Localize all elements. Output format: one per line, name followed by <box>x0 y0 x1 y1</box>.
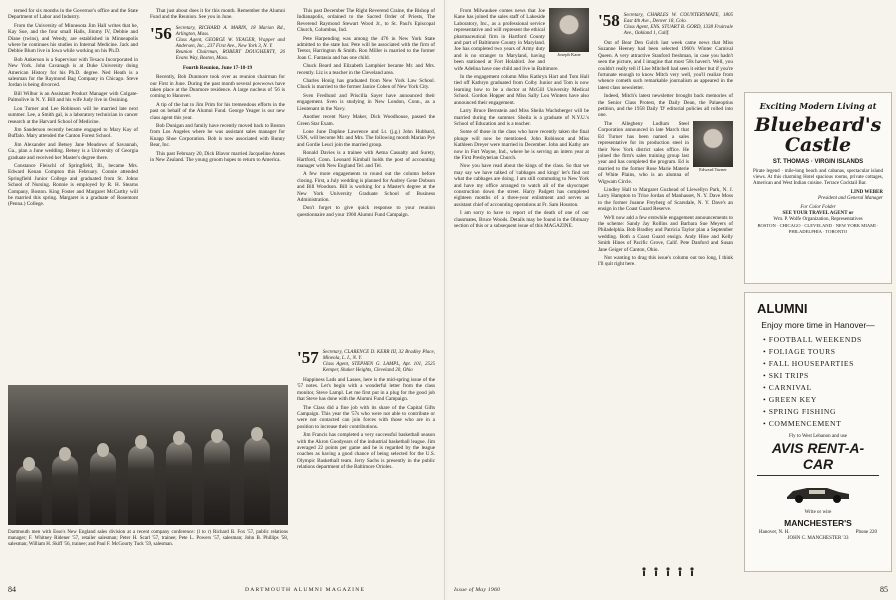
ad-address: Hanover, N. H. <box>759 530 790 535</box>
activity-item: • SPRING FISHING <box>763 407 837 416</box>
paragraph: That just about does it for this month. Remember the Alumni Fund and the Reunion. See you in June. <box>150 8 285 21</box>
paragraph: Bill Wilbur is an Assistant Product Manager with Colgate-Palmolive in N. Y. Bill and his wife Judy live in Ossining. <box>8 90 138 104</box>
paragraph: Charles Honig has graduated from New York Law School. Chuck is married to the former Janice Cohen of New York City. <box>297 78 435 91</box>
ad-hotel-name-2: Castle <box>784 134 852 156</box>
paragraph: Out of Bear Den Gulch last week came news that Miss Suzanne Heeney had been selected 1960's Winter Carnival Queen. A very attractive Stanford freshman, in case you hadn't seen the picture, and I imagine that most '58s haven't. Well, you couldn't really tell if Lise Mitchell had seen it either but if you're fortunate enough to know Mitch very well, you'll realize from whence cometh such remarkable journalism as appeared in the latest class newsletter. <box>598 40 733 91</box>
paragraph: Sven Fredlund and Priscilla Sayer have announced their engagement. Sven is studying in New London, Conn., as a Lieutenant in the Navy. <box>297 92 435 112</box>
class-1957-header <box>297 350 435 374</box>
paragraph: Constance Fleischl of Springfield, Ill., became Mrs. Edward Kenan Compton this February. Connie attended Springfield Junior College and graduated from St. Johns School of Nursing. Ronnie is employed by R. H. Stearns Company, Boston. King Foster and Margaret McCarthy will be married this spring. Margaret is a graduate of Rosemont (Penna.) College. <box>8 162 138 208</box>
right-column-1 <box>454 8 589 573</box>
left-column-3-lower <box>297 345 435 565</box>
ad-phone: Phone 220 <box>855 530 877 535</box>
group-photo <box>8 385 288 525</box>
ad-write-line: Write or wire <box>804 510 832 515</box>
portrait-caption: Joseph Kane <box>557 52 581 57</box>
ad-subtitle: Enjoy more time in Hanover— <box>761 320 875 330</box>
page-number: 85 <box>880 585 888 594</box>
paragraph: Now you have read about the kings of the class. So that we may say we have talked of 'cabbages and kings' let's find out what the cabbages are doing. I am still commuting to New York and have my office arranged to watch all of the skyscraper construction down the street. Harry Padgett has completed eighteen months of a three-year enlistment and serves as assistant chief of accounting operations at Ft. Sam Houston. <box>454 163 589 208</box>
paragraph: Bob Dunigan and family have recently moved back to Boston from Los Angeles where he was assistant sales manager for Knapp Shoe Corporation. Bob is now associated with Bunny Bear, Inc. <box>150 123 285 149</box>
portrait-edward-turner <box>693 121 733 173</box>
class-agent: Class Agent, GEORGE W. YEAGER, Vrapper and Andersen, Inc., 237 First Ave., New York 3, N. Y. <box>175 37 285 49</box>
left-magazine-page <box>0 0 445 600</box>
activity-item: • COMMENCEMENT <box>763 419 842 428</box>
class-agent: Class Agent, ENS. STUART B. GORD, 1338 Fruitvale Ave., Oakland 1, Calif. <box>623 25 733 36</box>
right-column-2 <box>598 8 733 573</box>
activity-item: • SKI TRIPS <box>763 371 809 380</box>
ad-manager: LIND WEBER <box>850 190 883 195</box>
portrait-joseph-kane <box>549 8 589 58</box>
paragraph: Pete Harpending was among the 476 in New York State admitted to the state bar. Pete will be associated with the firm of Teetor, Harrington & Smith. Ron Miller is married to the former Joan C. Fantasia and has one child. <box>297 35 435 61</box>
paragraph: From the University of Minnesota Jim Hall writes that he, Kay Sue, and the four small Halls, Jimmy IV, Debbie and Diane (twins), and Wendy, are established in Minneapolis where he continues his studies in Internal Medicine. Jack and Debbie Blum live in Iowa while working on his Ph.D. <box>8 22 138 55</box>
paragraph: Indeed, Mitch's latest newsletter brought back memories of the Senior Class Protest, the Daily Dean, the Palaeoptius petition, and the 1958 Daily 'D' editorial policies all rolled into one. <box>598 93 733 119</box>
ad-contact: JOHN C. MANCHESTER '33 <box>787 536 849 541</box>
activity-item: • FOLIAGE TOURS <box>763 347 836 356</box>
portrait-caption: Edward Turner <box>699 166 727 172</box>
issue-line: Issue of May 1960 <box>454 587 501 593</box>
left-column-1 <box>8 8 138 210</box>
paragraph: A few more engagements to round out the column before closing. First, a July wedding is planned for Audrey Gene Dobson and Bill Woodson. Bill is working for a Master's degree at the New York University Graduate School of Business Administration. <box>297 171 435 203</box>
paragraph: Not wanting to drag this issue's column out too long, I think I'll quit right here. <box>598 255 733 268</box>
class-1958-header <box>598 13 733 37</box>
paragraph: Larry Bruce Bernstein and Miss Sheila Wachsberger will be married during the summer. Sheila is a graduate of N.Y.U.'s School of Education and is a teacher. <box>454 108 589 127</box>
paragraph: Another recent Navy Maker, Dick Woodhouse, passed the Green Star Exam. <box>297 114 435 127</box>
activity-item: • FALL HOUSEPARTIES <box>763 359 854 368</box>
ad-cities: BOSTON · CHICAGO · CLEVELAND · NEW YORK MIAMI · PHILADELPHIA · TORONTO <box>757 223 879 234</box>
ad-folder: For Color Folder <box>800 205 836 210</box>
paragraph: Ronald Davies is a trainee with Aetna Casualty and Surety, Hartford, Conn. Leonard Kimball holds the post of accounting manager with New England Tel. and Tel. <box>297 150 435 169</box>
photo-caption: Dartmouth men with Esso's New England sales division at a recent company conference: (l to r) Richard B. Fox '57, public relations manager; F. Whitney Ridener '57, retailer salesman; Peter H. Scarl '57, trainee; Pete L. Powers '57, salesman; John B. Phillips '58, salesman; William H. Skiff '56, trainee; and Paul F. McGourty Tuck '59, salesman. <box>8 530 288 547</box>
alumni-hanover-ad <box>744 292 892 572</box>
ad-fly-line: Fly to West Lebanon and use <box>789 434 847 439</box>
paragraph: A tip of the hat to Jim Prim for his tremendous efforts in the past on behalf of the Alumni Fund. George Yeager is our new class agent this year. <box>150 101 285 121</box>
paragraph: Happiness Lads and Lasses, here is the mid-spring issue of the '57 notes. Let's begin with a wonderful letter from the class monitor, Steve Lampl. Let me first put in a plug for the good job that Steve has done with the Alumni Fund Campaign. <box>297 377 435 403</box>
activity-item: • CARNIVAL <box>763 383 812 392</box>
paragraph: Recently, Bob Dunmore took over as reunion chairman for our First in June. During the past month several powwows have taken place at the Dunmore residence. A large nucleus of '56 is coming to Hanover. <box>150 74 285 100</box>
reunion-chairman: Reunion Chairman, ROBERT DOUGHERTY, 26 Evans Way, Boston, Mass. <box>175 49 285 61</box>
paragraph: We'll now add a few erstwhile engagement announcements to the scheme: Sandy Jay Rollins and Barbara Sue Meyers of Philadelphia. Bob Bradley and Patricia Taylor plan a September wedding. Both a Coast Guard ensign. Andy Hine and Kelly Smith Hines of Pacific Grove, Calif. Pete Danford and Susan Jane Geiger of Canton, Ohio. <box>598 214 733 253</box>
paragraph: Chuck Beard and Elizabeth Lamphier became Mr. and Mrs. recently. Liz is a teacher in the Cleveland area. <box>297 63 435 76</box>
page-number: 84 <box>8 585 16 594</box>
right-magazine-page <box>448 0 896 600</box>
ad-body: Pirate legend · mile-long beach and cabanas, spectacular island views. At this charming Hotel spacious rooms, private cottages, American and West Indian cuisine. Terrace Cocktail Bar. <box>753 169 883 186</box>
paragraph: Don't forget to give quick response to your reunion questionnaire and your 1960 Alumni Fund Campaign. <box>297 205 435 218</box>
portrait-photo <box>693 121 733 167</box>
class-year: '57 <box>297 348 319 367</box>
class-year: '56 <box>150 23 172 43</box>
ad-manager-title: President and General Manager <box>818 196 883 201</box>
class-year: '58 <box>598 11 620 30</box>
avis-logo: AVIS RENT-A-CAR <box>757 440 879 476</box>
paragraph: Some of those in the class who have recently taken the final plunge will now be mentioned. John Robinson and Miss Kathleen Dreyer were married in December. John and Kathy are now in Fort Wayne, Ind., where he is serving an intern year at the First Presbyterian Church. <box>454 129 589 161</box>
class-agent: Class Agent, STEPHEN G. LAMPL, Apt. 101, 2525 Kemper, Shaker Heights, Cleveland 20, Ohio <box>322 362 435 373</box>
paragraph: The Class did a fine job with its share of the Capital Gifts Campaign. This year the '57s who were not able to contribute or were not contacted can join forces with those who are in a position to increase their contributions. <box>297 404 435 430</box>
paragraph: Lou Turner and Lee Robinson will be married late next summer. Lee, a Smith gal, is a laboratory technician in cancer research at the Harvard School of Medicine. <box>8 105 138 125</box>
paragraph: The Allegheny Ludlum Steel Corporation announced in late March that Ed Turner has been named a sales representative for its production steel in their New York district sales office. He joined the firm's sales training group last year and has completed the program. Ed is married to the former Rose Marie Materie of White Plains, who is an alumna of Wigwam Circle. <box>598 120 689 185</box>
class-1956-header <box>150 23 285 62</box>
activity-item: • GREEN KEY <box>763 395 817 404</box>
paragraph: This past February 20, Dick Blavor married Jacqueline Annes in New Zealand. The young groom hopes to return to America. <box>150 150 285 164</box>
running-head: DARTMOUTH ALUMNI MAGAZINE <box>245 587 366 593</box>
paragraph: I am sorry to have to report of the death of one of our classmates, Bruce Woods. Details may be found in the Obituary section of this or a subsequent issue of this MAGAZINE. <box>454 210 589 229</box>
ad-title: ALUMNI <box>757 301 808 316</box>
class-secretary: Secretary, CLARENCE D. KERR III, 32 Bradley Place, Mineola, L. I., N. Y. <box>322 350 435 361</box>
left-column-3 <box>297 8 435 233</box>
left-column-2 <box>150 8 285 166</box>
bluebeards-castle-ad <box>744 92 892 284</box>
ad-agent-name: Wm. P. Wolfe Organization, Representatives <box>773 217 863 222</box>
paragraph: Bob Ankerson is a Supervisor with Texaco Incorporated in New York. John Cavanagh is at Duke University doing American History for his Ph.D. degree. Ned Heath is a salesman for the Raymond Bag Company in Chicago. Steve Jordan is being divorced. <box>8 56 138 89</box>
class-secretary: Secretary, CHARLES W. COUNTERYMATE, 1805 East 4th Ave., Denver 18, Colo. <box>623 13 733 24</box>
car-icon <box>783 482 853 504</box>
paragraph: From Milwaukee comes news that Joe Kane has joined the sales staff of Lakeside Laboratory, Inc., as a professional service representative and will represent the ethical pharmaceutical firm in Hartford County and part of Baltimore County in Maryland. Joe has completed two years of Army duty and is no stranger to Maryland, having been stationed at Fort Holabird. Joe and wife Adelina have one child and live in Baltimore. <box>454 8 559 72</box>
reunion-line: Fourth Reunion, June 17-18-19 <box>182 64 253 71</box>
paragraph: Lone June Daphne Lawrence and Lt. (j.g.) John Hubbard, USN, will become Mr. and Mrs. The following month Marian Pye and Gordie Leuci join the married group. <box>297 128 435 148</box>
running-figures-ornament-icon <box>638 566 698 578</box>
paragraph: Lindley Hall to Margaret Gozhead of Llewellyn Park, N. J. Larry Hampton to Trixe Jordan of Manhasset, N. Y. Dave Moss to the former Joanne Freyberg of Scarsdale, N. Y. Dave's an ensign in the Coast Guard Reserve. <box>598 186 733 213</box>
paragraph: Jim Francis has completed a very successful basketball season with the Akron Goodyears of the industrial basketball league. Jim averaged 22 points per game and he is regarded by the league coaches as having a good chance of being selected for the U.S. Olympic Basketball team. Jerry Sachs is presently in the public relations department of the Baltimore Orioles. <box>297 432 435 471</box>
class-secretary: Secretary, RICHARD A. MARIN, 18 Marion Rd., Arlington, Mass. <box>175 25 285 37</box>
paragraph: terned for six months in the Governor's office and the State Department of Labor and Industry. <box>8 8 138 21</box>
paragraph: Jim Alexander and Betsey Jane Meadows of Savannah, Ga., plan a June wedding. Betsey is a University of Georgia graduate and received her Master's degree there. <box>8 141 138 161</box>
ad-company: MANCHESTER'S <box>784 518 852 528</box>
ad-hotel-name: Bluebeard's <box>754 114 882 136</box>
paragraph: This past December The Right Reverend Craine, the Bishop of Indianapolis, ordained to the Sacred Order of Priests, The Reverend Raymond Stewart Wood Jr., to St. Paul's Episcopal Church, Columbus, Ind. <box>297 8 435 34</box>
ad-tagline: Exciting Modern Living at <box>759 101 877 111</box>
ad-agent-line: SEE YOUR TRAVEL AGENT or <box>782 211 854 216</box>
portrait-photo <box>549 8 589 52</box>
paragraph: Jim Sanderson recently became engaged to Mary Kay of Buffalo. Mary attended the Canton Forest School. <box>8 126 138 140</box>
paragraph: In the engagement column Miss Kathryn Hart and Tom Hall tied off Kathryn graduated from Colby Junior and Tom is now learning how to be a doctor at McGill University Medical School. Gordon Hopper and Miss Sally Lou Winters have also announced their engagement. <box>454 74 589 106</box>
ad-location: ST. THOMAS · VIRGIN ISLANDS <box>772 159 864 165</box>
activity-item: • FOOTBALL WEEKENDS <box>763 335 862 344</box>
